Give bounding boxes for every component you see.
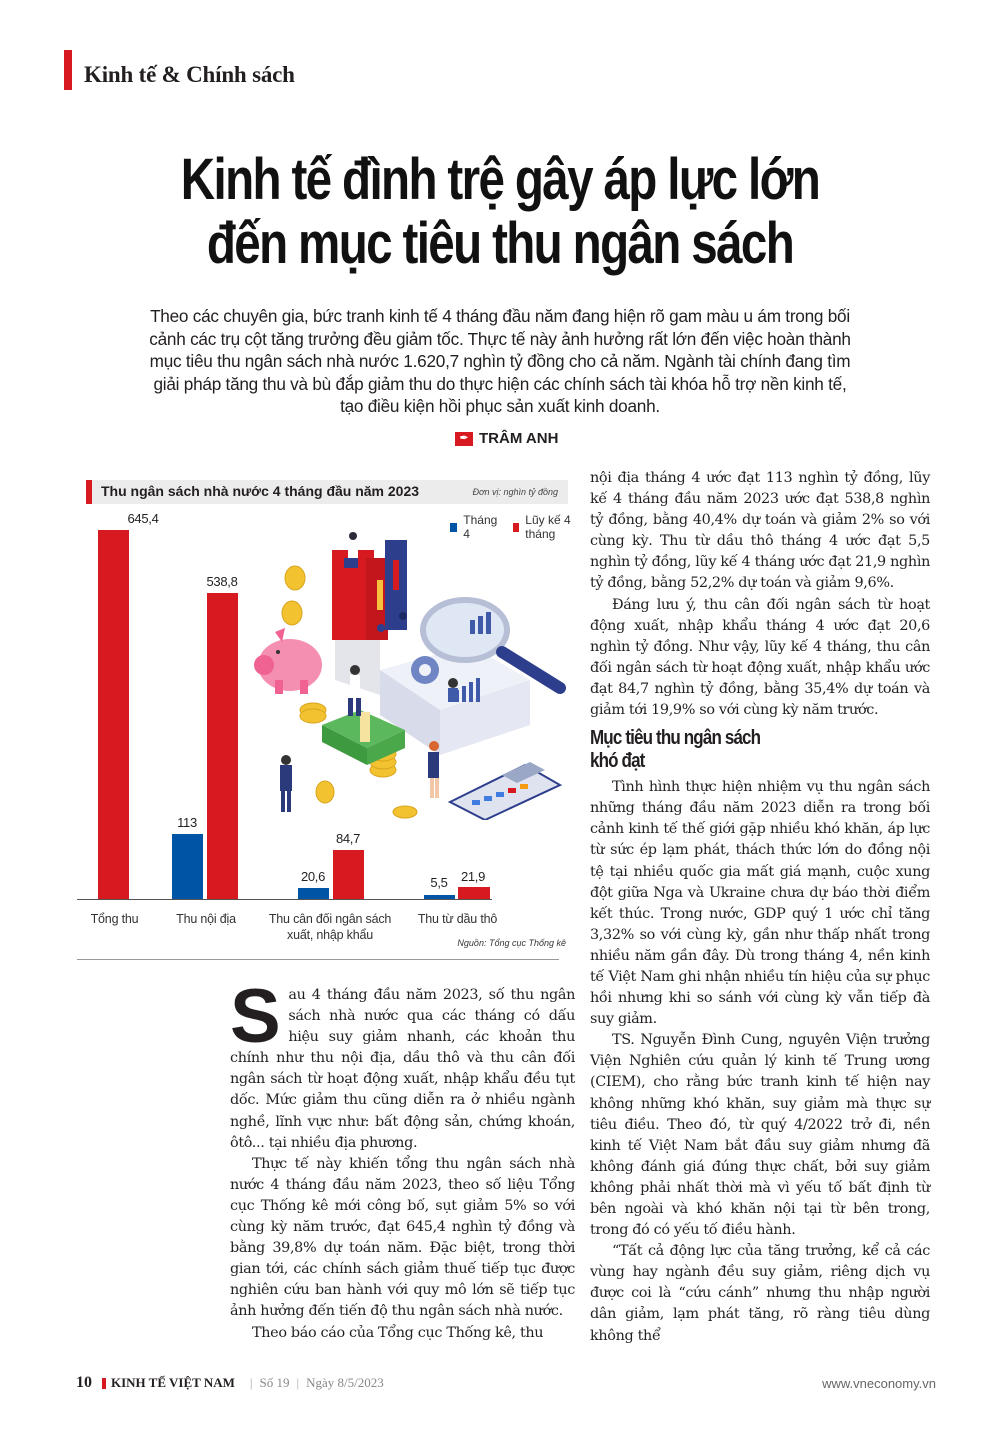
website-link[interactable]: www.vneconomy.vn xyxy=(822,1375,936,1391)
legend-label: Tháng 4 xyxy=(463,513,498,541)
chart-title: Thu ngân sách nhà nước 4 tháng đầu năm 2023 xyxy=(101,483,420,499)
paragraph: “Tất cả động lực của tăng trưởng, kể cả các vùng hay ngành đều suy giảm, riêng dịch vụ được coi là “cứu cánh” nhưng thu nhập người dân giảm, lạm phát tăng, rõ ràng tiêu dùng không thể xyxy=(590,1243,930,1344)
bar-value-label: 5,5 xyxy=(430,875,448,890)
calculator-icon xyxy=(450,762,560,820)
bar-value-label: 84,7 xyxy=(335,831,361,846)
bar-value-label: 21,9 xyxy=(460,869,486,884)
category-label: Thu nội địa xyxy=(176,912,236,926)
legend-label: Lũy kế 4 tháng xyxy=(525,513,571,541)
bar-value-label: 20,6 xyxy=(300,869,326,884)
publication-name: KINH TẾ VIỆT NAM xyxy=(111,1375,235,1390)
section-label: Kinh tế & Chính sách xyxy=(84,62,295,87)
page-number: 10 xyxy=(76,1374,92,1391)
chart-source: Nguồn: Tổng cục Thống kê xyxy=(457,938,566,948)
bar-noidia-luyke xyxy=(207,593,238,899)
chart-header xyxy=(86,480,568,504)
paragraph: TS. Nguyễn Đình Cung, nguyên Viện trưởng Viện Nghiên cứu quản lý kinh tế Trung ương (CIEM), cho rằng bức tranh kinh tế hiện nay không những khó khăn, suy giảm mà thực sự tiêu điều. Theo đó, từ quý 4/2022 trở đi, nền kinh tế Việt Nam bắt đầu suy giảm nhưng đã không đánh giá đúng thực chất, bởi suy giảm không phải nhất thời mà vì yếu tố bất định từ bên ngoài và khó khăn nội tại từ bên trong, trong đó có yếu tố điều hành. xyxy=(590,1032,930,1239)
bar-xnk-thang4 xyxy=(298,888,329,899)
category-label: Thu từ dầu thô xyxy=(417,912,498,926)
section-accent-bar xyxy=(64,50,72,90)
headline-line-1: Kinh tế đình trệ gây áp lực lớn xyxy=(180,147,820,212)
bar-xnk-luyke xyxy=(333,850,364,899)
finance-illustration xyxy=(240,520,580,820)
paragraph: Sau 4 tháng đầu năm 2023, số thu ngân sách nhà nước qua các tháng có dấu hiệu suy giảm nhanh, các khoản thu chính như thu nội địa, dầu thô và thu cân đối ngân sách từ hoạt động xuất, nhập khẩu đều tụt dốc. Mức giảm thu cũng diễn ra ở nhiều ngành nghề, lĩnh vực như: bất động sản, chứng khoán, ôtô... tại nhiều địa phương. xyxy=(230,974,575,1151)
chart-header-accent xyxy=(86,480,92,504)
paragraph: nội địa tháng 4 ước đạt 113 nghìn tỷ đồng, lũy kế 4 tháng đầu năm 2023 ước đạt 538,8 nghìn tỷ đồng, bằng 40,4% dự toán và giảm 2% so với cùng kỳ. Thu từ dầu thô tháng 4 ước đạt 5,5 nghìn tỷ đồng, lũy kế 4 tháng ước đạt 21,9 nghìn tỷ đồng, bằng 52,2% dự toán và giảm 9,6%. xyxy=(590,470,930,592)
chart-baseline xyxy=(77,899,492,900)
subheading: Mục tiêu thu ngân sách khó đạt xyxy=(590,727,761,773)
footer-accent-mark xyxy=(102,1378,106,1389)
separator: | xyxy=(296,1375,300,1390)
category-label: Tổng thu xyxy=(90,912,139,926)
paragraph: Đáng lưu ý, thu cân đối ngân sách từ hoạt động xuất, nhập khẩu tháng 4 ước đạt 20,6 nghìn tỷ đồng. Như vậy, lũy kế 4 tháng, thu cân đối ngân sách từ hoạt động xuất, nhập khẩu ước đạt 84,7 nghìn tỷ đồng, bằng 35,4% dự toán và giảm tới 19,9% so với cùng kỳ năm trước. xyxy=(590,596,930,719)
headline-line-2: đến mục tiêu thu ngân sách xyxy=(206,211,794,276)
category-label: Thu cân đối ngân sách xuất, nhập khẩu xyxy=(268,912,392,942)
lede: Theo các chuyên gia, bức tranh kinh tế 4 tháng đầu năm đang hiện rõ gam màu u ám trong bối cảnh các trụ cột tăng trưởng đều giảm tốc. Thực tế này ảnh hưởng rất lớn đến việc hoàn thành mục tiêu thu ngân sách nhà nước 1.620,7 nghìn tỷ đồng cho cả năm. Ngành tài chính đang tìm giải pháp tăng thu và bù đắp giảm thu do thực hiện các chính sách tài khóa hỗ trợ nền kinh tế, tạo điều kiện hồi phục sản xuất kinh doanh. xyxy=(149,306,851,416)
paragraph: Thực tế này khiến tổng thu ngân sách nhà nước 4 tháng đầu năm 2023, theo số liệu Tổng cục Thống kê mới công bố, sụt giảm 5% so với cùng kỳ năm trước, đạt 645,4 nghìn tỷ đồng và bằng 39,8% dự toán năm. Đặc biệt, trong thời gian tới, các chính sách giảm thuế tiếp tục được nghiên cứu ban hành với quy mô lớn sẽ tiếp tục ảnh hưởng đến tiến độ thu ngân sách nhà nước. xyxy=(230,1155,575,1320)
issue-date: Ngày 8/5/2023 xyxy=(306,1375,384,1390)
issue-number: Số 19 xyxy=(259,1375,290,1390)
byline xyxy=(455,430,558,447)
paragraph: Theo báo cáo của Tổng cục Thống kê, thu xyxy=(252,1324,544,1341)
bar-value-label: 113 xyxy=(177,815,197,830)
chart-unit: Đơn vị: nghìn tỷ đồng xyxy=(472,487,558,497)
article-body-right xyxy=(590,468,930,1347)
pen-icon: ✒ xyxy=(455,432,473,446)
piggy-bank-icon xyxy=(254,628,322,694)
article-body-left xyxy=(230,974,575,1344)
chart-bottom-rule xyxy=(77,959,559,960)
headline xyxy=(139,148,861,276)
separator: | xyxy=(249,1375,253,1390)
bar-value-label: 645,4 xyxy=(127,511,159,526)
author-name: TRÂM ANH xyxy=(479,430,559,447)
page-footer xyxy=(76,1374,936,1392)
bar-value-label: 538,8 xyxy=(206,574,238,589)
bar-tongthu-luyke xyxy=(98,530,129,899)
paragraph: Tình hình thực hiện nhiệm vụ thu ngân sách những tháng đầu năm 2023 diễn ra trong bối cảnh kinh tế thế giới gặp nhiều khó khăn, áp lực từ sức ép lạm phát, thách thức lớn do đồng nội tệ tại nhiều quốc gia mất giá mạnh, cuộc xung đột giữa Nga và Ukraine chưa dự báo thời điểm kết thúc. Trong nước, GDP quý 1 ước chỉ tăng 3,32% so với cùng kỳ, gần như thấp nhất trong nhiều năm gần đây. Dù trong tháng 4, nền kinh tế Việt Nam ghi nhận nhiều tín hiệu của sự phục hồi nhưng khi so sánh với cùng kỳ vẫn tiếp đà suy giảm. xyxy=(590,779,930,1028)
drop-cap: S xyxy=(230,974,281,1059)
bar-dautho-luyke xyxy=(458,887,490,899)
bar-noidia-thang4 xyxy=(172,834,203,899)
